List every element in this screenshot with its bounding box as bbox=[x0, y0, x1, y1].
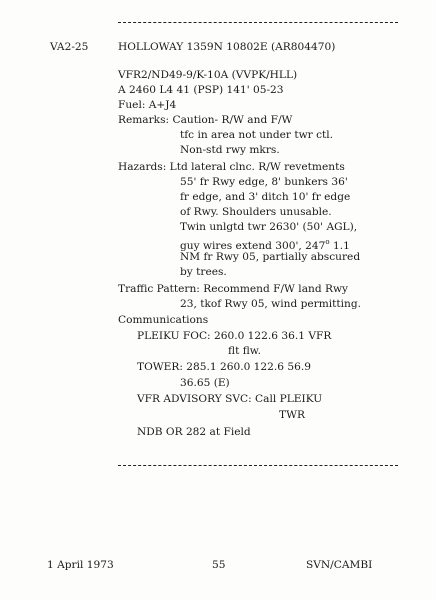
ndb-line: NDB OR 282 at Field bbox=[137, 426, 251, 438]
hazards-line: NM fr Rwy 05, partially abscured bbox=[180, 251, 361, 263]
hazards-line: Hazards: Ltd lateral clnc. R/W revetments bbox=[118, 161, 345, 173]
hazards-bearing-distance: 1.1 bbox=[329, 240, 350, 252]
footer-date: 1 April 1973 bbox=[47, 559, 114, 571]
footer-section: SVN/CAMBI bbox=[306, 559, 373, 571]
footer-page-number: 55 bbox=[212, 559, 226, 571]
comms-line: TOWER: 285.1 260.0 122.6 56.9 bbox=[137, 361, 311, 373]
communications-heading: Communications bbox=[118, 314, 209, 326]
degree-symbol: o bbox=[325, 238, 330, 246]
top-divider bbox=[118, 22, 398, 23]
section-code: VA2-25 bbox=[50, 41, 89, 53]
bottom-divider bbox=[118, 465, 398, 466]
comms-line: flt flw. bbox=[228, 345, 261, 357]
hazards-line: of Rwy. Shoulders unusable. bbox=[180, 206, 332, 218]
station-title: HOLLOWAY 1359N 10802E (AR804470) bbox=[118, 41, 336, 53]
comms-line: TWR bbox=[279, 409, 305, 421]
traffic-line: 23, tkof Rwy 05, wind permitting. bbox=[180, 298, 362, 310]
comms-line: PLEIKU FOC: 260.0 122.6 36.1 VFR bbox=[137, 330, 332, 342]
hazards-line: by trees. bbox=[180, 266, 227, 278]
ident-line: VFR2/ND49-9/K-10A (VVPK/HLL) bbox=[118, 69, 298, 81]
hazards-bearing-text: guy wires extend 300', 247 bbox=[180, 240, 326, 252]
hazards-line: Twin unlgtd twr 2630' (50' AGL), bbox=[180, 221, 358, 233]
comms-line: 36.65 (E) bbox=[180, 377, 230, 389]
fuel-line: Fuel: A+J4 bbox=[118, 99, 177, 111]
runway-line: A 2460 L4 41 (PSP) 141' 05-23 bbox=[118, 84, 284, 96]
remarks-line: Non-std rwy mkrs. bbox=[180, 144, 280, 156]
remarks-line: tfc in area not under twr ctl. bbox=[180, 129, 334, 141]
hazards-line: 55' fr Rwy edge, 8' bunkers 36' bbox=[180, 176, 348, 188]
comms-line: VFR ADVISORY SVC: Call PLEIKU bbox=[137, 393, 323, 405]
hazards-line: fr edge, and 3' ditch 10' fr edge bbox=[180, 191, 351, 203]
remarks-line: Remarks: Caution- R/W and F/W bbox=[118, 114, 293, 126]
traffic-line: Traffic Pattern: Recommend F/W land Rwy bbox=[118, 283, 349, 295]
